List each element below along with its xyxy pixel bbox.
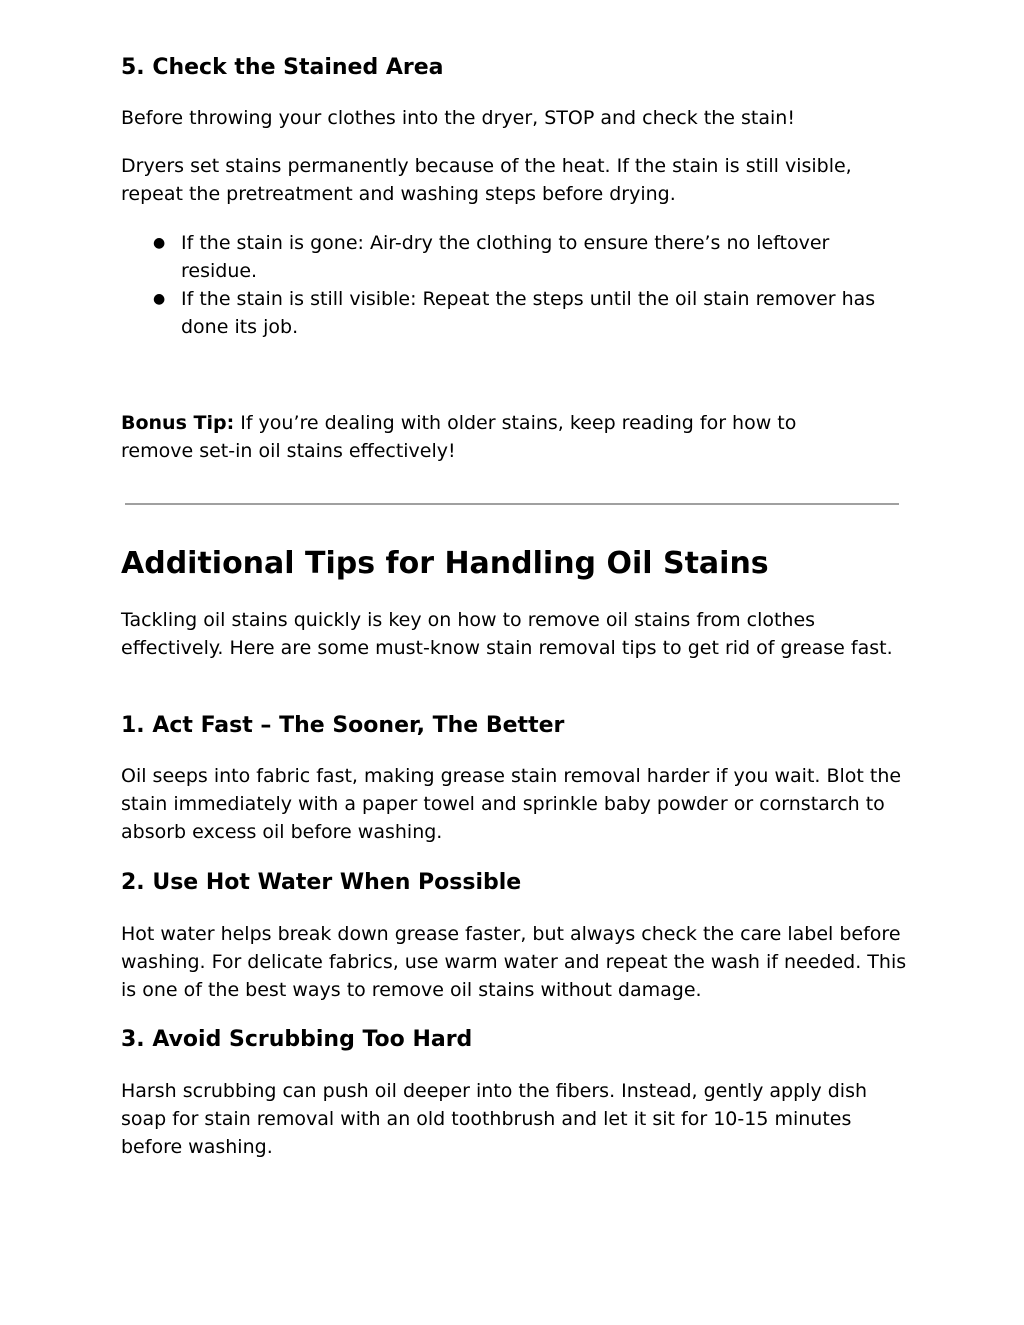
section-heading-check-stained-area: 5. Check the Stained Area — [121, 55, 444, 80]
horizontal-divider — [125, 503, 899, 505]
tip-body-act-fast: Oil seeps into fabric fast, making grease stain removal harder if you wait. Blot the stain immediately with a paper towel and sprinkle baby powder or cornstarch to absorb excess oil before washing. — [121, 765, 902, 843]
bonus-tip-text: If you’re dealing with older stains, keep reading for how to remove set-in oil stains effectively! — [121, 412, 797, 462]
tip-heading-avoid-scrubbing: 3. Avoid Scrubbing Too Hard — [121, 1027, 473, 1052]
tip-heading-act-fast: 1. Act Fast – The Sooner, The Better — [121, 713, 565, 738]
bonus-tip-paragraph — [121, 409, 861, 465]
bonus-tip-label: Bonus Tip: — [121, 412, 235, 434]
additional-tips-intro: Tackling oil stains quickly is key on how to remove oil stains from clothes effectively. Here are some must-know stain removal tips to get rid of grease fast. — [121, 609, 893, 659]
bullet-icon: ● — [153, 235, 166, 251]
tip-heading-hot-water: 2. Use Hot Water When Possible — [121, 870, 522, 895]
paragraph-check-before-dryer: Before throwing your clothes into the dryer, STOP and check the stain! — [121, 107, 795, 129]
tip-body-avoid-scrubbing: Harsh scrubbing can push oil deeper into the fibers. Instead, gently apply dish soap for stain removal with an old toothbrush and let it sit for 10-15 minutes before washing. — [121, 1080, 868, 1158]
bullet-icon: ● — [153, 291, 166, 307]
stain-check-list — [121, 229, 911, 341]
tip-body-hot-water: Hot water helps break down grease faster, but always check the care label before washing. For delicate fabrics, use warm water and repeat the wash if needed. This is one of the best ways to remove oil stains without damage. — [121, 923, 907, 1001]
list-item: ● If the stain is gone: Air-dry the clothing to ensure there’s no leftover residue. — [121, 229, 911, 285]
additional-tips-heading: Additional Tips for Handling Oil Stains — [121, 546, 769, 581]
paragraph-dryers-set-stains: Dryers set stains permanently because of the heat. If the stain is still visible, repeat the pretreatment and washing steps before drying. — [121, 155, 852, 205]
list-item: ● If the stain is still visible: Repeat the steps until the oil stain remover has done its job. — [121, 285, 911, 341]
